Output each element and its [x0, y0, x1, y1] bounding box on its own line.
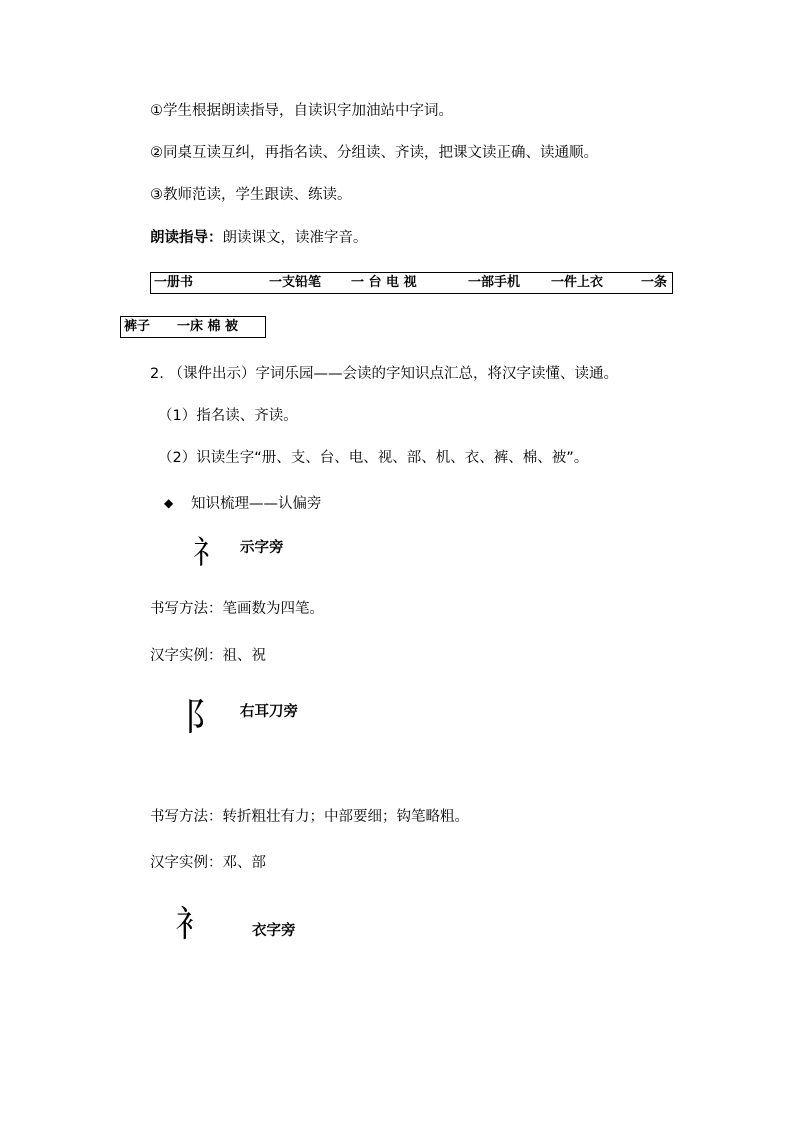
radical-erdao-method: 书写方法：转折粗壮有力；中部要细；钩笔略粗。	[150, 809, 469, 825]
vocab-box-row2	[120, 316, 266, 338]
diamond-bullet-icon: ◆	[164, 496, 174, 510]
knowledge-title: 知识梳理——认偏旁	[191, 496, 322, 512]
vocab-item: 一 台 电 视	[351, 275, 417, 290]
radical-shi-name: 示字旁	[240, 540, 284, 556]
radical-yi-glyph: 衤	[175, 904, 212, 945]
radical-yi-name: 衣字旁	[252, 922, 296, 939]
radical-shi-method: 书写方法：笔画数为四笔。	[150, 601, 324, 617]
step-3: ③教师范读，学生跟读、练读。	[150, 187, 352, 203]
vocab-item: 一册书	[154, 275, 194, 290]
vocab-item: 一床 棉 被	[177, 319, 239, 334]
vocab-item: 一条	[641, 275, 668, 290]
radical-shi-examples: 汉字实例：祖、祝	[150, 648, 266, 664]
vocab-box-row1	[150, 272, 673, 294]
vocab-item: 一件上衣	[551, 275, 604, 290]
radical-erdao-examples: 汉字实例：邓、部	[150, 855, 266, 871]
step-1: ①学生根据朗读指导，自读识字加油站中字词。	[150, 103, 453, 119]
section2-item-1: （1）指名读、齐读。	[158, 408, 298, 424]
vocab-item: 一支铅笔	[269, 275, 322, 290]
section2-heading: 2. （课件出示）字词乐园——会读的字知识点汇总，将汉字读懂、读通。	[150, 366, 618, 382]
reading-guide-text: 朗读课文，读准字音。	[222, 230, 368, 246]
radical-shi-glyph: 礻	[193, 533, 226, 571]
radical-erdao-glyph: 阝	[184, 695, 223, 739]
radical-erdao-name: 右耳刀旁	[240, 704, 298, 720]
section2-item-2: （2）识读生字“册、支、台、电、视、部、机、衣、裤、棉、被”。	[158, 450, 589, 466]
step-2: ②同桌互读互纠，再指名读、分组读、齐读，把课文读正确、读通顺。	[150, 145, 598, 161]
vocab-item: 一部手机	[468, 275, 521, 290]
vocab-item: 裤子	[124, 319, 151, 334]
reading-guide-label: 朗读指导：	[150, 230, 223, 246]
reading-guide	[150, 228, 368, 248]
